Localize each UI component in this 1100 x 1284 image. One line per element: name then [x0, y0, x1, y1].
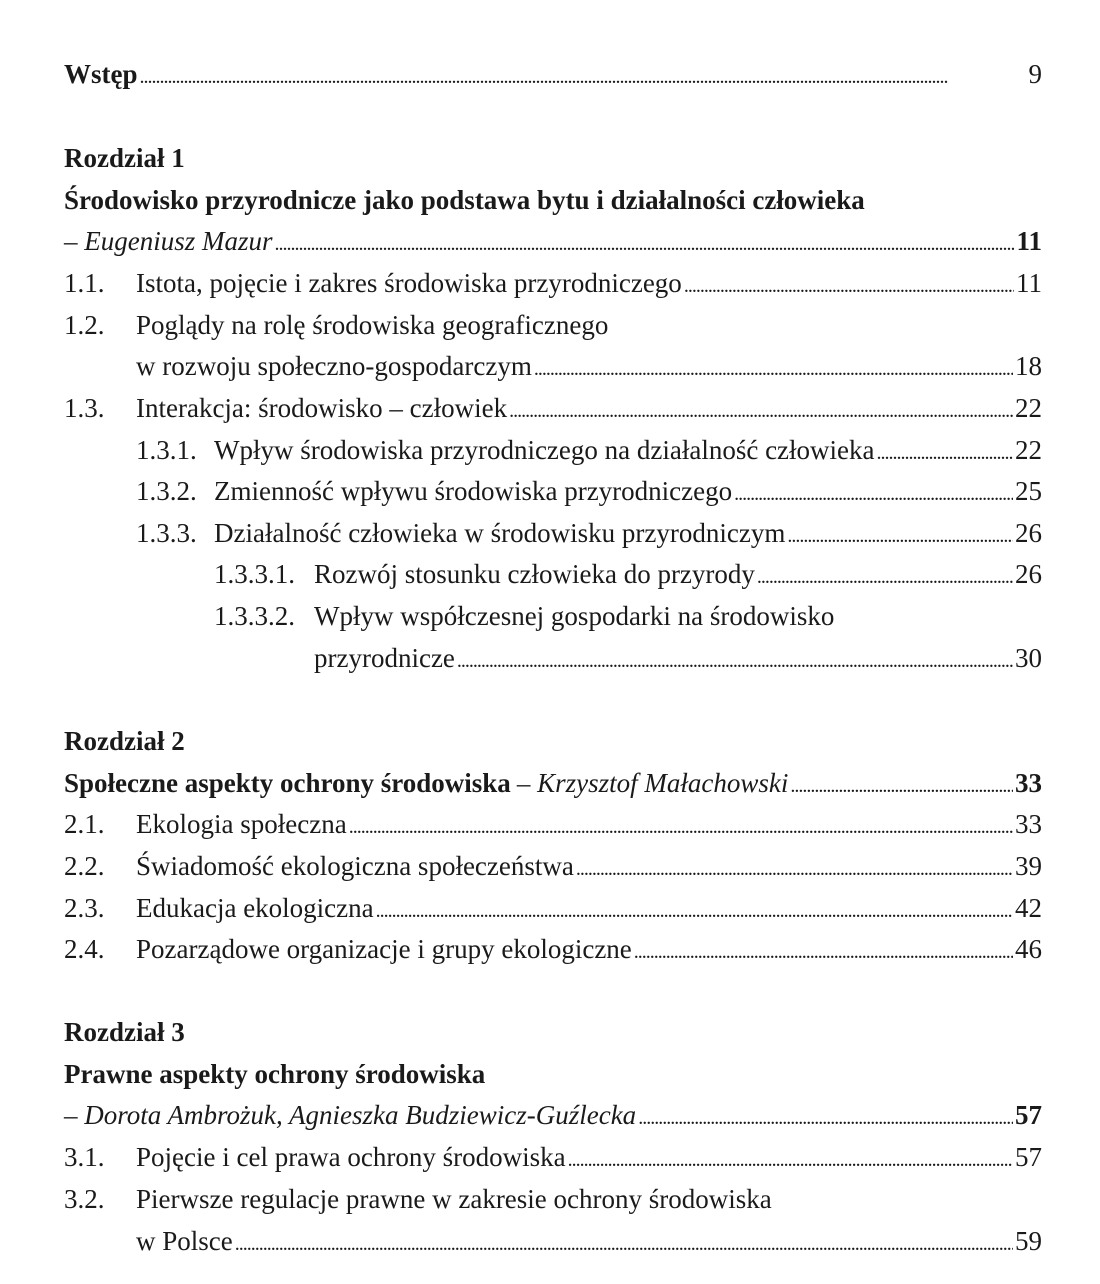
toc-entry[interactable] — [64, 308, 1042, 342]
section-number: 1.3.3.2. — [214, 601, 295, 631]
section-number: 1.3.3.1. — [214, 559, 295, 589]
toc-page-number: 57 — [1015, 1142, 1042, 1172]
toc-page-number: 11 — [1016, 226, 1042, 256]
leader-dots — [787, 516, 1013, 553]
toc-entry[interactable] — [64, 932, 1042, 969]
chapter-author: – Dorota Ambrożuk, Agnieszka Budziewicz-Guźlecka — [64, 1100, 637, 1130]
toc-page-number: 25 — [1015, 476, 1042, 506]
section-title: Rozwój stosunku człowieka do przyrody — [314, 559, 755, 589]
leader-dots — [638, 1098, 1013, 1135]
leader-dots — [457, 641, 1013, 678]
section-number: 3.2. — [64, 1184, 105, 1214]
toc-page-number: 57 — [1015, 1100, 1042, 1130]
section-number: 2.4. — [64, 934, 105, 964]
toc-entry[interactable] — [214, 599, 1042, 633]
section-number: 1.2. — [64, 310, 105, 340]
chapter-title: Społeczne aspekty ochrony środowiska — [64, 768, 511, 798]
toc-entry[interactable] — [64, 849, 1042, 886]
section-number: 1.3.1. — [136, 435, 197, 465]
section-title: Pozarządowe organizacje i grupy ekologiczne — [136, 934, 632, 964]
section-title: Pierwsze regulacje prawne w zakresie ochrony środowiska — [136, 1184, 772, 1214]
toc-page-number: 59 — [1015, 1226, 1042, 1256]
toc-page-number: 11 — [1016, 268, 1042, 298]
section-title-continuation: przyrodnicze — [314, 643, 455, 673]
section-title: Edukacja ekologiczna — [136, 893, 374, 923]
leader-dots — [275, 224, 1015, 261]
section-number: 3.1. — [64, 1142, 105, 1172]
section-title: Istota, pojęcie i zakres środowiska przyrodniczego — [136, 268, 682, 298]
chapter-author: – Krzysztof Małachowski — [516, 768, 789, 798]
section-number: 1.3.3. — [136, 518, 197, 548]
toc-entry[interactable] — [136, 474, 1042, 511]
section-number: 2.3. — [64, 893, 105, 923]
toc-entry-title: Wstęp — [64, 59, 138, 89]
toc-entry[interactable] — [64, 1182, 1042, 1216]
section-title: Poglądy na rolę środowiska geograficznego — [136, 310, 609, 340]
toc-entry[interactable] — [64, 891, 1042, 928]
section-number: 1.1. — [64, 268, 105, 298]
leader-dots — [534, 349, 1013, 386]
toc-page-number: 33 — [1015, 768, 1042, 798]
toc-page-number: 26 — [1015, 559, 1042, 589]
toc-page-number: 46 — [1015, 934, 1042, 964]
leader-dots — [684, 266, 1014, 303]
leader-dots — [757, 557, 1013, 594]
leader-dots — [576, 849, 1013, 886]
leader-dots — [140, 57, 1027, 94]
section-title: Ekologia społeczna — [136, 809, 347, 839]
leader-dots — [509, 391, 1013, 428]
leader-dots — [376, 891, 1013, 928]
leader-dots — [790, 766, 1013, 803]
section-title: Wpływ środowiska przyrodniczego na działalność człowieka — [214, 435, 875, 465]
leader-dots — [877, 433, 1013, 470]
toc-page-number: 33 — [1015, 809, 1042, 839]
chapter-label: Rozdział 1 — [64, 143, 185, 173]
toc-page-number: 9 — [1028, 59, 1042, 89]
section-number: 1.3.2. — [136, 476, 197, 506]
toc-entry-continuation[interactable] — [136, 349, 1042, 386]
section-title: Pojęcie i cel prawa ochrony środowiska — [136, 1142, 566, 1172]
chapter-title: Środowisko przyrodnicze jako podstawa bytu i działalności człowieka — [64, 185, 865, 215]
leader-dots — [568, 1140, 1013, 1177]
toc-entry[interactable] — [214, 557, 1042, 594]
toc-entry[interactable] — [64, 1140, 1042, 1177]
section-number: 2.2. — [64, 851, 105, 881]
leader-dots — [349, 807, 1013, 844]
toc-entry[interactable] — [136, 433, 1042, 470]
toc-entry-chapter-author[interactable] — [64, 1098, 1042, 1135]
toc-entry[interactable] — [64, 391, 1042, 428]
leader-dots — [634, 932, 1013, 969]
chapter-author: – Eugeniusz Mazur — [64, 226, 273, 256]
toc-page-number: 26 — [1015, 518, 1042, 548]
section-title: Wpływ współczesnej gospodarki na środowisko — [314, 601, 835, 631]
toc-entry-continuation[interactable] — [314, 641, 1042, 678]
toc-entry-continuation[interactable] — [136, 1224, 1042, 1261]
toc-page-number: 18 — [1015, 351, 1042, 381]
section-number: 1.3. — [64, 393, 105, 423]
section-title: Świadomość ekologiczna społeczeństwa — [136, 851, 574, 881]
toc-page-number: 39 — [1015, 851, 1042, 881]
section-number: 2.1. — [64, 809, 105, 839]
section-title-continuation: w Polsce — [136, 1226, 233, 1256]
toc-entry-chapter-title[interactable] — [64, 766, 1042, 803]
leader-dots — [734, 474, 1013, 511]
toc-page-number: 30 — [1015, 643, 1042, 673]
toc-entry[interactable] — [64, 266, 1042, 303]
section-title: Interakcja: środowisko – człowiek — [136, 393, 508, 423]
toc-entry-chapter-author[interactable] — [64, 224, 1042, 261]
chapter-label: Rozdział 2 — [64, 726, 185, 756]
chapter-title: Prawne aspekty ochrony środowiska — [64, 1059, 486, 1089]
chapter-label: Rozdział 3 — [64, 1017, 185, 1047]
toc-entry[interactable] — [64, 807, 1042, 844]
toc-page-number: 22 — [1015, 393, 1042, 423]
toc-page-number: 22 — [1015, 435, 1042, 465]
leader-dots — [235, 1224, 1013, 1261]
toc-entry[interactable] — [136, 516, 1042, 553]
toc-page-number: 42 — [1015, 893, 1042, 923]
section-title: Zmienność wpływu środowiska przyrodniczego — [214, 476, 733, 506]
section-title: Działalność człowieka w środowisku przyrodniczym — [214, 518, 786, 548]
toc-entry-intro[interactable] — [64, 57, 1042, 94]
section-title-continuation: w rozwoju społeczno-gospodarczym — [136, 351, 532, 381]
